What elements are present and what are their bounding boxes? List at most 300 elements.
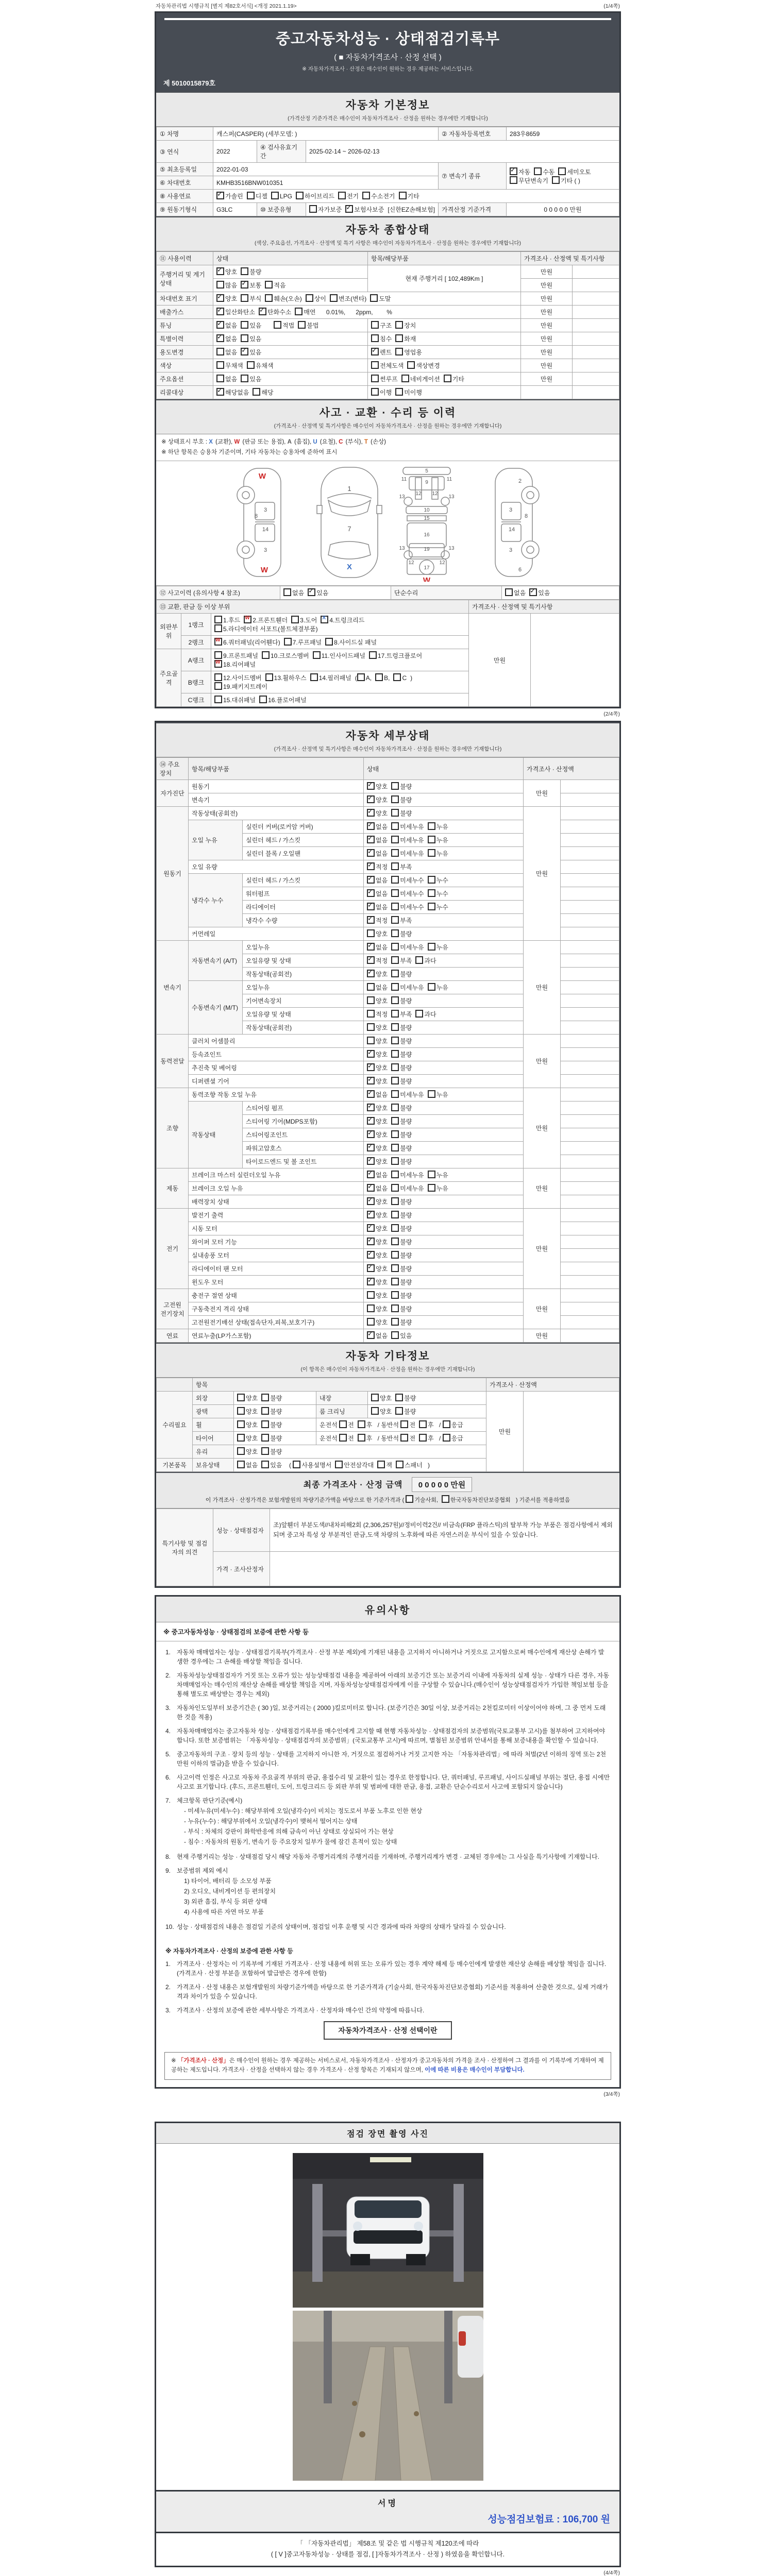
- tire-extra-checks: [316, 1432, 486, 1445]
- checkbox: [443, 1420, 450, 1428]
- checkbox-label: 불량: [400, 1239, 412, 1246]
- row-label: 유리: [193, 1445, 234, 1459]
- row-label: 기본품목: [157, 1459, 193, 1472]
- state-checks: [364, 847, 524, 860]
- notice-item-number: 4.: [165, 1727, 171, 1735]
- item-label: 커먼레일: [189, 927, 364, 941]
- checkbox: [391, 862, 399, 870]
- checkbox-label: 양호: [376, 796, 388, 804]
- notice-item-text: 사고이력 인정은 사고로 자동차 주요골격 부위의 판금, 용접수리 및 교환이 있는 경우로 한정합니다. 단, 쿼터패널, 루프패널, 사이드실패널 부위는 절단, 용접 시에만 사고로 표기합니다. (후드, 프론트휀더, 도어, 트렁크리드 등 외판 부위 및 범퍼에 대한 판금, 용접, 교환은 단순수리로서 사고에 포함되지 않습니다): [177, 1774, 610, 1791]
- checkbox-option: [375, 673, 390, 682]
- state-checks: [364, 1035, 524, 1048]
- state-checks: [364, 994, 524, 1008]
- checkbox-label: 있음: [400, 1332, 412, 1340]
- checkbox: [391, 1037, 399, 1044]
- remark-cell: [561, 968, 619, 981]
- checkbox: [552, 176, 560, 184]
- remark-cell: [561, 780, 619, 793]
- checkbox: [400, 1420, 408, 1428]
- checkbox: [241, 348, 248, 355]
- sub-group-label: 자동변속기 (A/T): [189, 941, 243, 981]
- checkbox-label: 양호: [246, 1421, 258, 1429]
- row-label: 내장: [316, 1392, 368, 1405]
- checkbox: [367, 1224, 375, 1232]
- checkbox: [391, 1318, 399, 1326]
- checkbox-label: 전: [348, 1435, 354, 1443]
- checkbox-label: 이행: [380, 389, 392, 396]
- page-block-2: [155, 721, 621, 1588]
- price-cell: 만원: [521, 372, 573, 386]
- checkbox: [391, 929, 399, 937]
- checkbox-label: 9.프론트패널: [223, 652, 258, 660]
- checkbox-option: [391, 929, 412, 938]
- checkbox: [296, 192, 304, 199]
- checkbox-label: 있음: [249, 322, 262, 329]
- checkbox: [391, 1251, 399, 1259]
- checkbox: [284, 638, 292, 646]
- checkbox-option: [241, 375, 261, 383]
- checkbox-label: 적음: [274, 282, 286, 289]
- checkbox-label: 불량: [400, 1038, 412, 1045]
- item-label: 파워고압호스: [243, 1142, 364, 1155]
- checkbox-label: 누수: [436, 877, 448, 885]
- checkbox: [395, 348, 403, 355]
- diagram-label: 11: [446, 477, 452, 483]
- checkbox-label: 양호: [246, 1448, 258, 1456]
- checkbox-option: [415, 1010, 436, 1019]
- checkbox-option: [367, 996, 388, 1005]
- checkbox-label: 누유: [436, 1172, 448, 1179]
- device-group-label: 원동기: [157, 807, 189, 941]
- section-note: (이 항목은 매수인이 자동차가격조사 · 산정을 원하는 경우에만 기재합니다): [300, 1366, 475, 1373]
- field-label: ⑨ 원동기형식: [157, 203, 213, 216]
- remark-cell: [561, 1262, 619, 1276]
- checkbox-label: 누유: [436, 1091, 448, 1099]
- section-basic-info: [156, 92, 619, 127]
- col-header: [157, 1378, 193, 1392]
- checkbox-option: [391, 862, 412, 871]
- notice-item-text: 가격조사 · 산정 내용은 보험개발원의 차량기준가액을 바탕으로 한 기준가격과 (기술사회, 한국자동차진단보증협회) 기준서를 적용하여 산출한 것으로, 실제 거래가격과 차이가 있을 수 있습니다.: [177, 1984, 609, 2001]
- checkbox-option: [214, 696, 256, 704]
- inline-text: 이 가격조사 · 산정가격은 보험개발원의 차량기준가액을 바탕으로 한 기준가격과 (: [205, 1497, 406, 1504]
- inspection-insurance-fee: 성능점검보험료 : 106,700 원: [488, 2514, 610, 2525]
- state-checks: [364, 1101, 524, 1115]
- checkbox: [371, 334, 379, 342]
- checkbox-option: [357, 673, 372, 682]
- notice-item: [165, 1773, 610, 1791]
- item-label: 실린더 블록 / 오일팬: [243, 847, 364, 860]
- checkbox: [428, 822, 435, 830]
- document: [155, 2, 621, 2101]
- checkbox: [391, 1304, 399, 1312]
- checkbox-label: 8.사이드실 패널: [334, 639, 377, 647]
- notice-item-number: 1.: [165, 1960, 171, 1968]
- checkbox: [399, 192, 407, 199]
- checkbox-option: [367, 1238, 388, 1246]
- checkbox-option: [395, 388, 422, 397]
- notice-item: [165, 1750, 610, 1768]
- checkbox-label: 불량: [400, 1131, 412, 1139]
- checkbox: [216, 281, 224, 289]
- remark-cell: [561, 1222, 619, 1235]
- fuel-checks: [213, 190, 619, 203]
- diagram-label: W: [260, 566, 268, 575]
- checkbox-option: [284, 638, 322, 647]
- document-number: 제 5010015879호: [163, 79, 216, 87]
- checkbox: [391, 782, 399, 790]
- checkbox: [259, 308, 266, 315]
- final-price-value: 0 0 0 0 0 만원: [412, 1477, 473, 1492]
- checkbox-label: 화재: [404, 335, 416, 343]
- checkbox-option: [558, 167, 591, 176]
- remark-cell: [561, 1316, 619, 1329]
- checkbox-label: 후: [366, 1421, 373, 1429]
- checkbox-label: 불량: [400, 1158, 412, 1166]
- state-checks: [364, 1061, 524, 1075]
- item-label: 라디에이터: [243, 901, 364, 914]
- checkbox-label: 기타: [407, 193, 419, 200]
- accident-history-checks: [280, 586, 391, 600]
- item-label: 충전구 절연 상태: [189, 1289, 364, 1302]
- checkbox: [214, 624, 222, 632]
- checkbox: [358, 1420, 365, 1428]
- checkbox-label: 부족: [400, 957, 412, 965]
- checkbox: [391, 836, 399, 843]
- checkbox-label: A,: [365, 674, 372, 682]
- notice-item-text: 현재 주행거리는 성능 · 상태점검 당시 해당 자동차 주행거리계의 주행거리를 기재하며, 주행거리계가 변경 · 교체된 경우에는 그 사실을 특기사항에 기재합니다.: [177, 1853, 599, 1861]
- notice-sub-item: - 미세누유(미세누수) : 해당부위에 오일(냉각수)이 비치는 정도로서 부품 노후로 인한 현상: [184, 1807, 423, 1815]
- checkbox-label: 장치: [404, 322, 416, 329]
- checkbox-option: [367, 795, 388, 804]
- checkbox-option: [367, 1104, 388, 1112]
- checkbox-option: [391, 1104, 412, 1112]
- remark-cell: [561, 1142, 619, 1155]
- checkbox: [529, 588, 537, 596]
- checkbox: [367, 916, 375, 924]
- checkbox-option: [274, 321, 294, 330]
- diagram-label: 13: [398, 494, 405, 500]
- checkbox: [391, 943, 399, 951]
- remark-cell: [573, 386, 619, 399]
- checkbox: [444, 375, 451, 382]
- checkbox-label: 미세누유: [400, 1185, 424, 1193]
- row-label: 주행거리 및 계기상태: [157, 265, 213, 292]
- rankB-checks: [211, 671, 469, 693]
- checkbox: [395, 1394, 403, 1401]
- checkbox-label: 누유: [436, 823, 448, 831]
- checkbox-option: [237, 1447, 258, 1456]
- checkbox-option: [338, 192, 359, 200]
- checkbox-option: [367, 822, 388, 831]
- checkbox-label: 해당: [261, 389, 274, 396]
- checkbox-label: 7.루프패널: [292, 639, 322, 647]
- checkbox-option: [367, 1318, 388, 1327]
- polish-checks: [234, 1405, 316, 1418]
- notice-item: [165, 1703, 610, 1722]
- checkbox-label: 누수: [436, 890, 448, 898]
- checkbox: [367, 1104, 375, 1111]
- inspector-label: 성능 · 상태점검자: [213, 1509, 270, 1552]
- emission-checks: [213, 306, 521, 319]
- checkbox: [306, 294, 313, 302]
- state-checks: [364, 941, 524, 954]
- checkbox-label: 양호: [376, 1265, 388, 1273]
- wheel-extra-checks: [316, 1418, 486, 1432]
- state-checks: [364, 1021, 524, 1035]
- checkbox-label: 10.크로스멤버: [270, 652, 309, 660]
- color-checks: [213, 359, 368, 372]
- row-label: 광택: [193, 1405, 234, 1418]
- checkbox: [367, 1331, 375, 1339]
- checkbox: [377, 1461, 385, 1468]
- state-checks: [364, 1155, 524, 1168]
- checkbox-label: 없음: [376, 904, 388, 911]
- checkbox-option: [241, 334, 261, 343]
- checkbox: [371, 1407, 379, 1415]
- checkbox: [391, 809, 399, 817]
- checkbox: [261, 1420, 269, 1428]
- checkbox: [371, 388, 379, 396]
- panel-category: 외판부위: [157, 614, 181, 649]
- checkbox-label: 디젤: [255, 193, 267, 200]
- checkbox: [443, 1434, 450, 1442]
- checkbox-label: 양호: [376, 930, 388, 938]
- remark-cell: [561, 1101, 619, 1115]
- sub-group-label: 오일 누유: [189, 820, 243, 860]
- panel-rank-table: [156, 600, 619, 707]
- state-checks: [364, 1088, 524, 1101]
- notice-box: [155, 1595, 621, 2089]
- diagram-label: 8: [524, 513, 528, 520]
- notice-sub-item: - 침수 : 자동차의 원동기, 변속기 등 주요장치 일부가 물에 잠긴 흔적이 있는 상태: [184, 1838, 397, 1846]
- checkbox-option: [367, 1264, 388, 1273]
- checkbox-option: [391, 1144, 412, 1153]
- checkbox: [391, 1291, 399, 1299]
- checkbox-label: 없음: [514, 589, 526, 597]
- notice-item: [165, 1959, 610, 1978]
- checkbox-label: 불량: [400, 1024, 412, 1032]
- rank-price-cell: 만원: [469, 614, 531, 707]
- checkbox: [400, 1434, 408, 1442]
- checkbox-option: [358, 1434, 373, 1443]
- recall-item-checks: [368, 386, 521, 399]
- item-label: 타이로드엔드 및 볼 조인트: [243, 1155, 364, 1168]
- vin-mark-checks: [213, 292, 521, 306]
- row-label: 보유상태: [193, 1459, 234, 1472]
- document-header: [156, 13, 619, 92]
- state-checks: [364, 807, 524, 820]
- checkbox-label: 불량: [400, 783, 412, 791]
- car-diagram-left-view: [237, 468, 281, 577]
- checkbox-label: 불량: [270, 1408, 282, 1416]
- checkbox: [241, 267, 248, 275]
- inspection-photo-front-lift: [293, 2153, 483, 2308]
- tire-checks: [234, 1432, 316, 1445]
- rank-price-header: 가격조사 · 산정액 및 특기사항: [469, 600, 619, 614]
- checkbox-label: 있음: [316, 589, 329, 597]
- checkbox-label: 불량: [404, 1395, 416, 1402]
- remark-cell: [561, 1235, 619, 1249]
- notice-item-number: 3.: [165, 1704, 171, 1712]
- checkbox-option: [367, 1010, 388, 1019]
- checkbox-label: 누유: [436, 944, 448, 952]
- diagram-label: 9: [425, 480, 428, 486]
- checkbox-option: [391, 1211, 412, 1219]
- diagram-label: 15: [423, 516, 430, 522]
- row-label: 특별이력: [157, 332, 213, 346]
- checkbox-option: [391, 956, 412, 965]
- checkbox-option: [362, 192, 395, 200]
- checkbox: [367, 1144, 375, 1151]
- checkbox-option: [308, 588, 328, 597]
- checkbox: [216, 375, 224, 382]
- remark-cell: [573, 359, 619, 372]
- recall-checks: [213, 386, 368, 399]
- roomclean-checks: [368, 1405, 486, 1418]
- field-value: 2022: [213, 141, 257, 163]
- device-group-label: 조향: [157, 1088, 189, 1168]
- diagram-label: 13: [448, 494, 455, 500]
- checkbox-label: 누유: [436, 984, 448, 992]
- field-value: G3LC: [213, 203, 257, 216]
- item-label: 발전기 출력: [189, 1209, 364, 1222]
- checkbox-option: [298, 321, 318, 330]
- checkbox-label: 전체도색: [380, 362, 404, 369]
- item-label: 스티어링 기어(MDPS포함): [243, 1115, 364, 1128]
- checkbox-option: [391, 1130, 412, 1139]
- checkbox: [216, 388, 224, 396]
- checkbox: [367, 996, 375, 1004]
- item-label: 변속기: [189, 793, 364, 807]
- checkbox: [237, 1420, 245, 1428]
- checkbox-option: [391, 889, 424, 898]
- state-checks: [364, 1182, 524, 1195]
- checkbox-label: 11.인사이드패널: [321, 652, 365, 660]
- checkbox-option: [371, 375, 398, 383]
- checkbox-label: 양호: [376, 1239, 388, 1246]
- checkbox-label: 한국자동차진단보증협회: [450, 1497, 511, 1504]
- checkbox: [237, 1394, 245, 1401]
- price-cell: 만원: [524, 1035, 561, 1088]
- checkbox-option: [406, 1495, 438, 1504]
- checkbox-option: [367, 1077, 388, 1086]
- checkbox-label: 미세누유: [400, 1091, 424, 1099]
- checkbox-label: 19.패키지트레이: [223, 683, 268, 691]
- state-checks: [364, 1262, 524, 1276]
- checkbox-label: 양호: [376, 1158, 388, 1166]
- notice-sub-item: - 누유(누수) : 해당부위에서 오일(냉각수)이 맺혀서 떨어지는 상태: [184, 1818, 358, 1825]
- note-red-text: 「가격조사 · 산정」: [177, 2058, 229, 2064]
- state-code-desc: (요철),: [318, 439, 339, 445]
- panel-category: 주요골격: [157, 649, 181, 707]
- checkbox: [367, 1171, 375, 1178]
- checkbox: [367, 1278, 375, 1285]
- notice-item: [165, 2006, 610, 2015]
- checkbox-label: 양호: [376, 1064, 388, 1072]
- checkbox-option: [371, 348, 392, 357]
- checkbox-label: 불량: [400, 1319, 412, 1327]
- checkbox-option: [391, 1197, 412, 1206]
- checkbox-option: [391, 849, 424, 858]
- checkbox-option: [216, 334, 237, 343]
- checkbox-label: 썬루프: [380, 376, 398, 383]
- checkbox-label: 양호: [376, 1131, 388, 1139]
- inline-text: / 동반석: [376, 1435, 401, 1443]
- checkbox: [371, 1394, 379, 1401]
- checkbox-option: [391, 1251, 412, 1260]
- checkbox-label: 전: [348, 1421, 354, 1429]
- checkbox-option: [391, 903, 424, 911]
- checkbox-option: [237, 1434, 258, 1443]
- item-label: 연료누출(LP가스포함): [189, 1329, 364, 1343]
- checkbox: [428, 889, 435, 897]
- checkbox-label: 매연: [304, 309, 316, 316]
- checkbox: [534, 167, 542, 175]
- checkbox: [261, 1394, 269, 1401]
- checkbox-option: [371, 1407, 392, 1416]
- checkbox-option: [367, 1331, 388, 1340]
- checkbox: [395, 334, 403, 342]
- checkbox: [216, 267, 224, 275]
- notice-item: [165, 1796, 610, 1848]
- service-note: ※ 자동차가격조사 · 산정은 매수인이 원하는 경우 제공하는 서비스입니다.: [302, 66, 474, 72]
- checkbox-option: [261, 1407, 282, 1416]
- checkbox-option: [415, 956, 436, 965]
- checkbox-label: 미세누유: [400, 837, 424, 844]
- checkbox-option: [367, 1130, 388, 1139]
- checkbox-label: 불량: [400, 1212, 412, 1219]
- diagram-label: 12: [408, 560, 414, 566]
- checkbox: [214, 660, 222, 668]
- checkbox-option: [395, 348, 422, 357]
- checkbox-label: 스패너: [404, 1462, 423, 1469]
- remark-cell: [561, 914, 619, 927]
- price-cell: 만원: [521, 279, 573, 292]
- checkbox-label: 불량: [400, 1306, 412, 1313]
- notice-item-text: 체크항목 판단기준(예시) - 미세누유(미세누수) : 해당부위에 오일(냉각수)이 비치는 정도로서 부품 노후로 인한 현상 - 누유(누수) : 해당부위에서 오일(냉각수)이 맺혀서 떨어지는 상태 - 부식 : 차체의 강판이 화학반응에 의해 금속이 아닌 상태로 상실되어 가는 현상 - 침수 : 자동차의 원동기, 변속기 등 주요장치 일부가 물에 잠긴 흔적이 있는 상태: [177, 1796, 610, 1848]
- checkbox: [214, 638, 222, 646]
- checkbox-option: [391, 795, 412, 804]
- checkbox: [371, 361, 379, 369]
- checkbox-label: 응급: [451, 1435, 463, 1443]
- checkbox-option: [377, 1461, 392, 1469]
- diagram-label: 12: [439, 560, 445, 566]
- final-price-note: [160, 1495, 615, 1504]
- checkbox-label: 불량: [400, 1292, 412, 1300]
- checkbox-label: 13.휠하우스: [274, 674, 307, 682]
- inline-text: ): [410, 674, 413, 682]
- checkbox: [391, 876, 399, 884]
- price-cell: [521, 386, 573, 399]
- option-checks: [213, 372, 368, 386]
- state-checks: [364, 981, 524, 994]
- notice-items-2: [165, 1959, 610, 2015]
- checkbox-option: [400, 1434, 415, 1443]
- checkbox: [406, 1495, 413, 1503]
- notice-sub-item: 4) 사용에 따른 자연 마모 부품: [184, 1908, 264, 1916]
- remark-cell: [561, 954, 619, 968]
- page-indicator-1: (1/4쪽): [603, 3, 620, 9]
- notice-subtitle: ※ 중고자동차성능 · 상태점검의 보증에 관한 사항 등: [156, 1622, 619, 1641]
- checkbox: [391, 889, 399, 897]
- checkbox-option: [367, 1304, 388, 1313]
- row-label: 리콜대상: [157, 386, 213, 399]
- checkbox-option: [391, 1157, 412, 1166]
- special-history-checks: [213, 332, 368, 346]
- checkbox-label: 없음: [376, 850, 388, 858]
- diagram-label: 14: [508, 527, 515, 533]
- item-label: 시동 모터: [189, 1222, 364, 1235]
